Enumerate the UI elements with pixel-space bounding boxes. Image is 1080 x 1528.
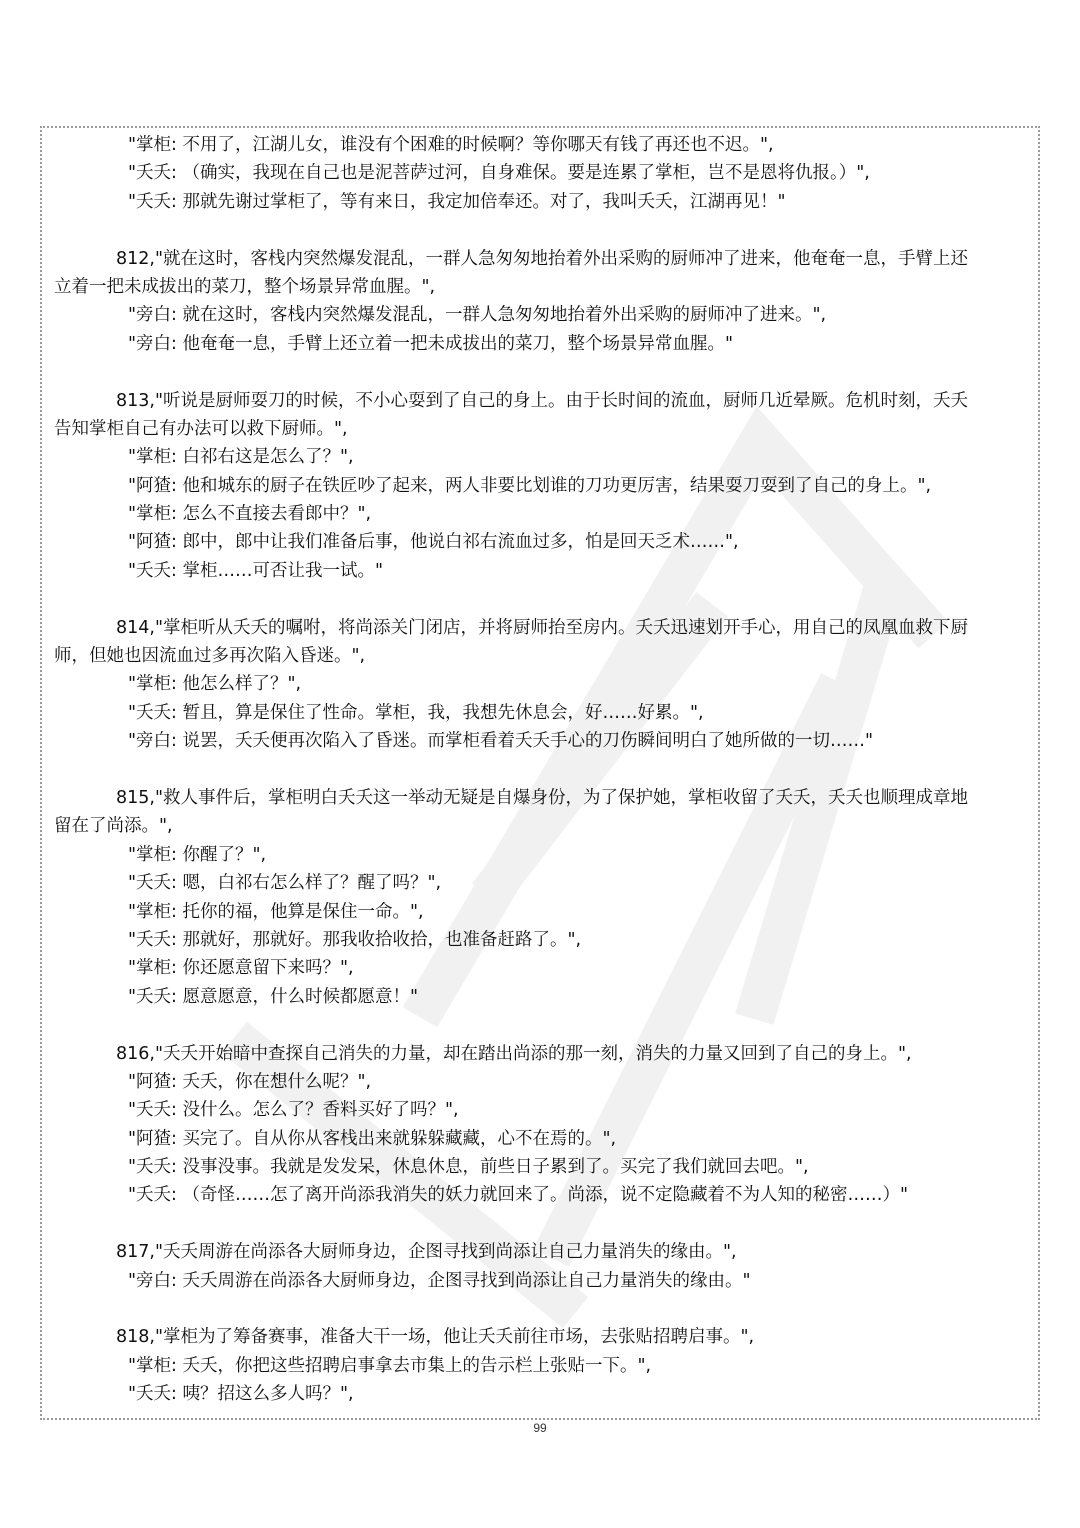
paragraph-gap [54,1011,1034,1039]
paragraph-block [54,1323,1034,1408]
paragraph-gap [54,216,1034,244]
narration-line: 告知掌柜自己有办法可以救下厨师。", [54,418,348,439]
paragraph-block [54,131,1034,216]
paragraph-gap [54,585,1034,613]
paragraph-gap [54,358,1034,386]
dialogue-line: "夭夭: 那就好，那就好。那我收拾收拾，也准备赶路了。", [128,929,582,950]
dialogue-line: "夭夭: 没什么。怎么了？香料买好了吗？", [128,1100,459,1121]
dialogue-line: "掌柜: 他怎么样了？", [128,674,302,695]
narration-line: 814,"掌柜听从夭夭的嘱咐，将尚添关门闭店，并将厨师抬至房内。夭夭迅速划开手心，用自己的凤凰血救下厨 [116,617,969,638]
paragraph-block [54,387,1034,586]
narration-line: 812,"就在这时，客栈内突然爆发混乱，一群人急匆匆地抬着外出采购的厨师冲了进来，他奄奄一息，手臂上还 [116,248,969,269]
dialogue-line: "掌柜: 不用了，江湖儿女，谁没有个困难的时候啊？等你哪天有钱了再还也不迟。", [128,135,774,155]
dialogue-line: "掌柜: 你还愿意留下来吗？", [128,958,354,979]
dialogue-line: "夭夭: 没事没事。我就是发发呆，休息休息，前些日子累到了。买完了我们就回去吧。", [128,1157,809,1178]
paragraph-block [54,245,1034,359]
dialogue-line: "夭夭: （确实，我现在自己也是泥菩萨过河，自身难保。要是连累了掌柜，岂不是恩将仇报。）", [128,163,870,184]
dialogue-line: "旁白: 说罢，夭夭便再次陷入了昏迷。而掌柜看着夭夭手心的刀伤瞬间明白了她所做的一切……" [128,731,874,752]
dialogue-line: "阿猹: 买完了。自从你从客栈出来就躲躲藏藏，心不在焉的。", [128,1128,617,1149]
paragraph-block [54,1238,1034,1295]
paragraph-gap [54,756,1034,784]
dialogue-line: "旁白: 他奄奄一息，手臂上还立着一把未成拔出的菜刀，整个场景异常血腥。" [128,333,734,354]
dialogue-line: "夭夭: （奇怪……怎了离开尚添我消失的妖力就回来了。尚添，说不定隐藏着不为人知的秘密……）" [128,1185,909,1206]
document-body [54,131,1034,1409]
paragraph-block [54,784,1034,1011]
narration-line: 留在了尚添。", [54,816,173,837]
page-number: 99 [533,1421,547,1435]
dialogue-line: "夭夭: 咦？招这么多人吗？", [128,1384,354,1405]
paragraph-block [54,1040,1034,1210]
narration-line: 815,"救人事件后，掌柜明白夭夭这一举动无疑是自爆身份，为了保护她，掌柜收留了夭夭，夭夭也顺理成章地 [116,787,969,808]
paragraph-gap [54,1295,1034,1323]
dialogue-line: "旁白: 就在这时，客栈内突然爆发混乱，一群人急匆匆地抬着外出采购的厨师冲了进来。", [128,305,827,326]
dialogue-line: "阿猹: 夭夭，你在想什么呢？", [128,1071,372,1092]
dialogue-line: "掌柜: 托你的福，他算是保住一命。", [128,901,424,922]
dialogue-line: "掌柜: 怎么不直接去看郎中？", [128,504,372,525]
dialogue-line: "夭夭: 那就先谢过掌柜了，等有来日，我定加倍奉还。对了，我叫夭夭，江湖再见！" [128,191,786,212]
narration-line: 817,"夭夭周游在尚添各大厨师身边，企图寻找到尚添让自己力量消失的缘由。", [116,1242,737,1263]
dialogue-line: "夭夭: 暂且，算是保住了性命。掌柜，我，我想先休息会，好……好累。", [128,702,704,723]
dialogue-line: "阿猹: 郎中，郎中让我们准备后事，他说白祁右流血过多，怕是回天乏术……", [128,532,739,553]
dialogue-line: "夭夭: 愿意愿意，什么时候都愿意！" [128,986,419,1007]
dialogue-line: "掌柜: 白祁右这是怎么了？", [128,447,354,468]
paragraph-gap [54,1210,1034,1238]
dialogue-line: "阿猹: 他和城东的厨子在铁匠吵了起来，两人非要比划谁的刀功更厉害，结果耍刀耍到了自己的身上。", [128,475,932,496]
paragraph-block [54,614,1034,756]
dialogue-line: "夭夭: 掌柜……可否让我一试。" [128,560,384,581]
narration-line: 816,"夭夭开始暗中查探自己消失的力量，却在踏出尚添的那一刻，消失的力量又回到了自己的身上。", [116,1043,912,1064]
dialogue-line: "夭夭: 嗯，白祁右怎么样了？醒了吗？", [128,873,442,894]
dialogue-line: "旁白: 夭夭周游在尚添各大厨师身边，企图寻找到尚添让自己力量消失的缘由。" [128,1270,751,1291]
narration-line: 813,"听说是厨师耍刀的时候，不小心耍到了自己的身上。由于长时间的流血，厨师几近晕厥。危机时刻，夭夭 [116,390,969,411]
narration-line: 师，但她也因流血过多再次陷入昏迷。", [54,646,366,667]
dialogue-line: "掌柜: 你醒了？", [128,844,267,865]
dialogue-line: "掌柜: 夭夭，你把这些招聘启事拿去市集上的告示栏上张贴一下。", [128,1355,652,1376]
narration-line: 818,"掌柜为了筹备赛事，准备大干一场，他让夭夭前往市场，去张贴招聘启事。", [116,1327,755,1348]
narration-line: 立着一把未成拔出的菜刀，整个场景异常血腥。", [54,276,436,297]
